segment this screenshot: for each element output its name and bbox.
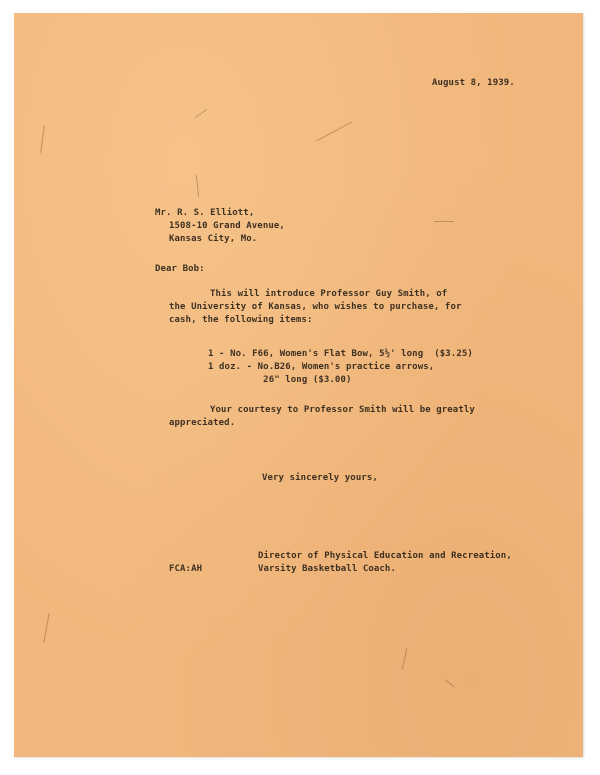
- paper-scratch: [402, 648, 408, 670]
- body-line-2: the University of Kansas, who wishes to purchase, for: [169, 302, 462, 312]
- recipient-city: Kansas City, Mo.: [169, 234, 258, 244]
- paper-scratch: [195, 109, 207, 118]
- recipient-name: Mr. R. S. Elliott,: [155, 208, 255, 218]
- letter-date: August 8, 1939.: [432, 78, 515, 88]
- item-line-3: 26" long ($3.00): [208, 375, 352, 385]
- letter-page: [14, 13, 583, 757]
- paper-scratch: [43, 613, 49, 643]
- item-line-2: 1 doz. - No.B26, Women's practice arrows,: [208, 362, 435, 372]
- signature-title-1: Director of Physical Education and Recreation,: [258, 551, 512, 561]
- paper-scratch: [434, 221, 454, 222]
- paper-scratch: [445, 679, 455, 687]
- signature-title-2: Varsity Basketball Coach.: [258, 564, 396, 574]
- paper-scratch: [316, 122, 352, 142]
- salutation: Dear Bob:: [155, 264, 205, 274]
- paper-scratch: [196, 175, 199, 197]
- reference-initials: FCA:AH: [169, 564, 203, 574]
- body-line-3: cash, the following items:: [169, 315, 313, 325]
- body-line-5: appreciated.: [169, 418, 236, 428]
- recipient-street: 1508-10 Grand Avenue,: [169, 221, 285, 231]
- body-line-4: Your courtesy to Professor Smith will be greatly: [210, 405, 475, 415]
- body-line-1: This will introduce Professor Guy Smith, of: [210, 289, 448, 299]
- paper-scratch: [40, 125, 45, 153]
- item-line-1: 1 - No. F66, Women's Flat Bow, 5½' long ($3.25): [208, 349, 473, 359]
- closing: Very sincerely yours,: [262, 473, 378, 483]
